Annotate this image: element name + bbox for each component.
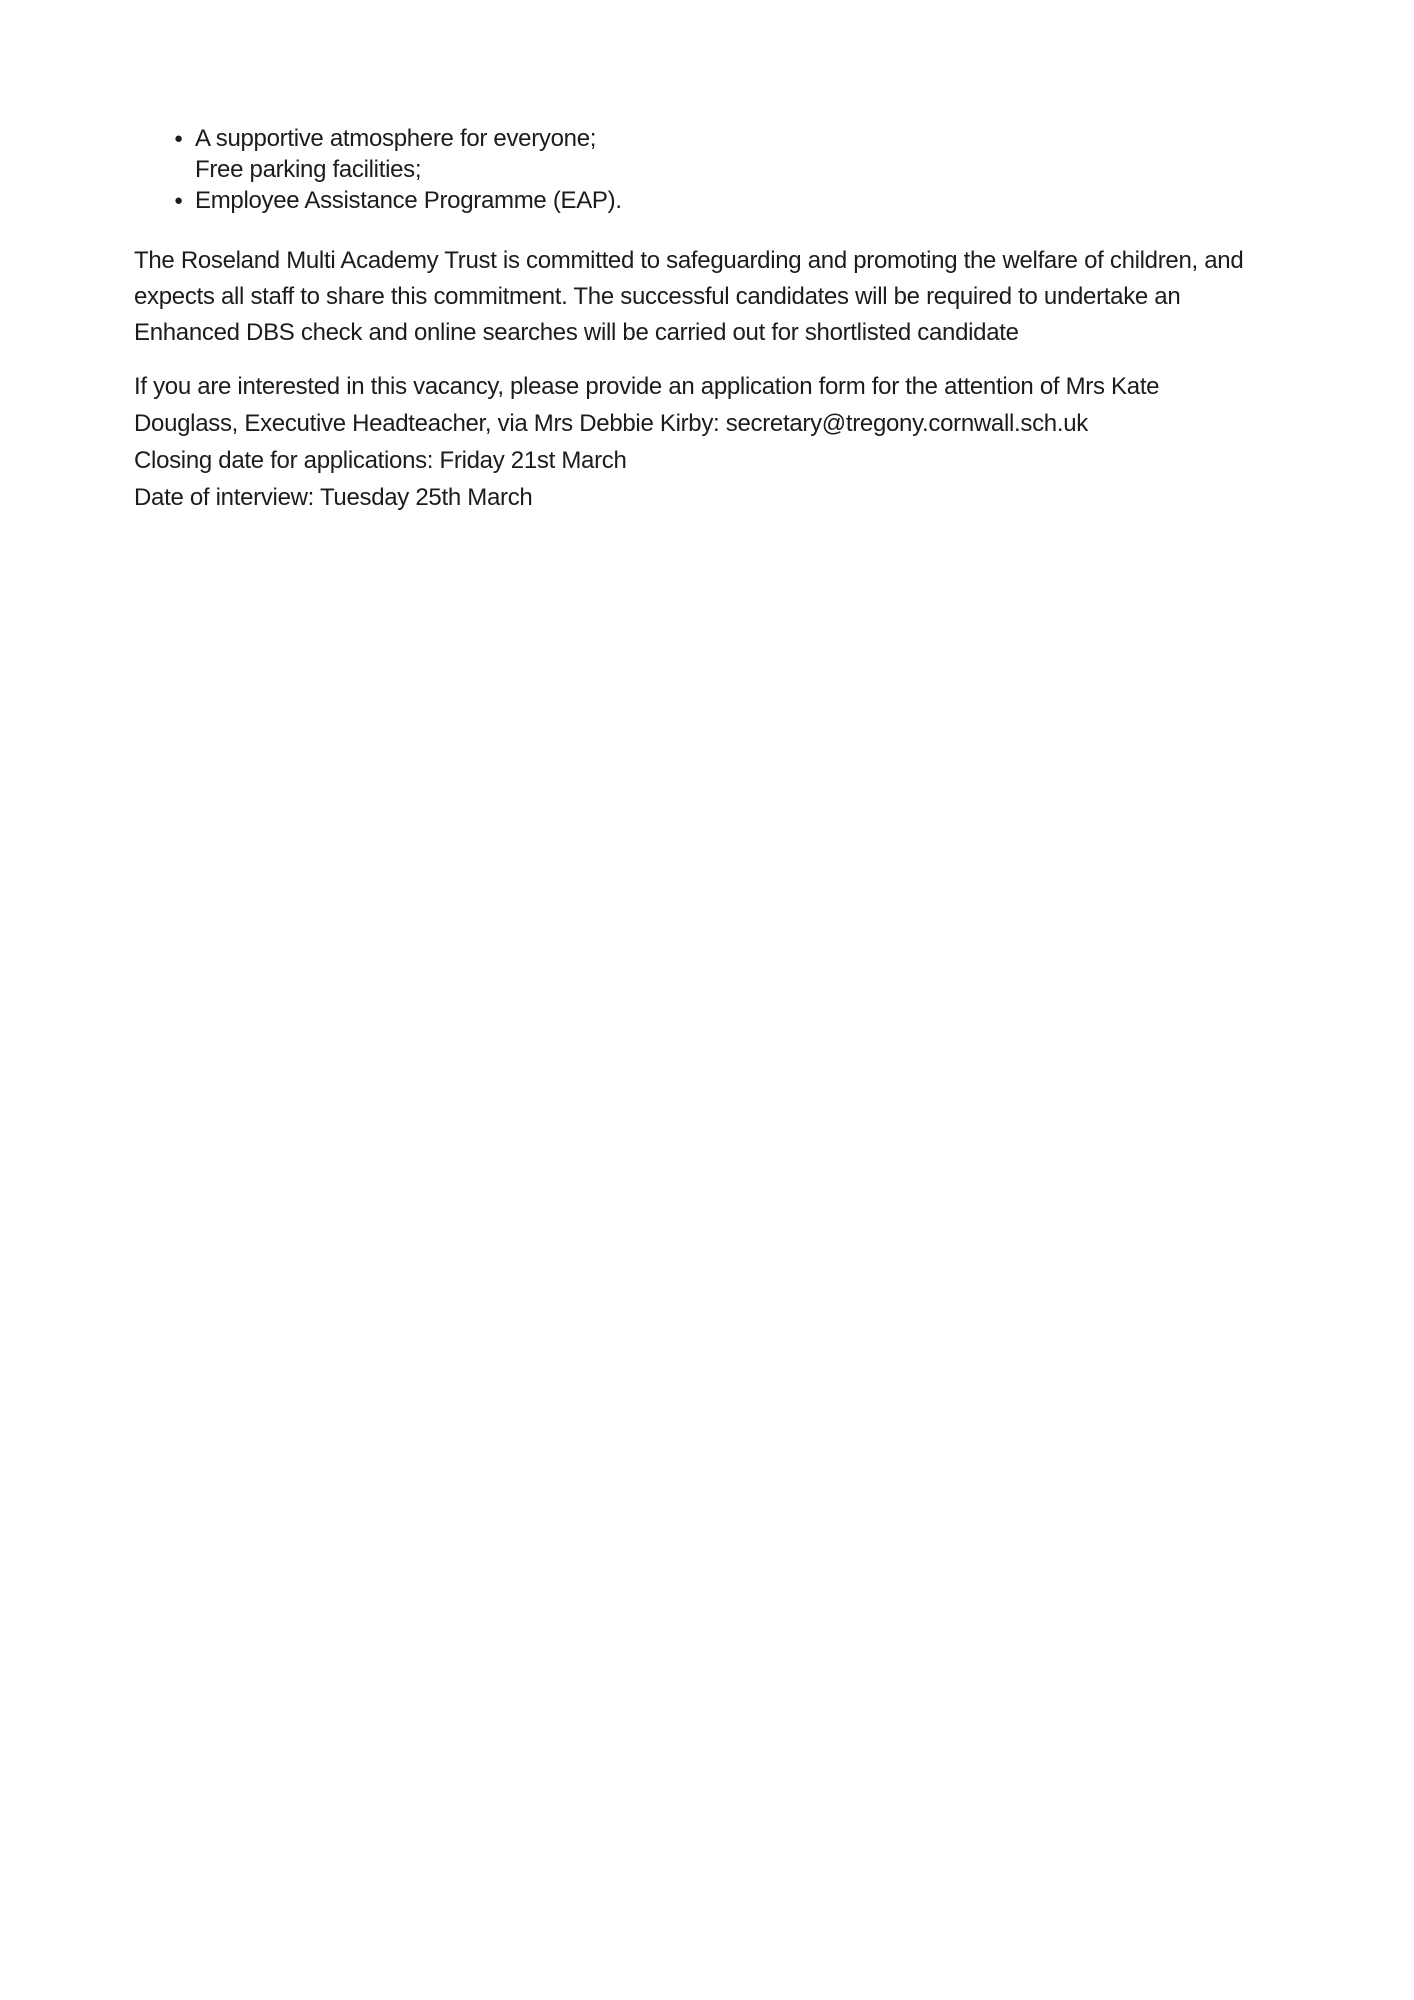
paragraph-line: The Roseland Multi Academy Trust is committed to safeguarding and promoting the welfare of children, and [134, 247, 1244, 274]
bullet-line-employee-assistance: Employee Assistance Programme (EAP). [195, 187, 622, 214]
list-item [174, 123, 622, 185]
interview-date-line: Date of interview: Tuesday 25th March [134, 484, 533, 511]
contact-line-prefix: Douglass, Executive Headteacher, via Mrs Debbie Kirby: [134, 410, 726, 437]
bullet-icon: ● [174, 130, 183, 147]
paragraph-line [134, 405, 1159, 442]
benefits-bullet-list [174, 123, 622, 216]
closing-date-line: Closing date for applications: Friday 21st March [134, 447, 627, 474]
paragraph-line: Enhanced DBS check and online searches will be carried out for shortlisted candidate [134, 319, 1019, 346]
bullet-line-free-parking: Free parking facilities; [195, 156, 422, 183]
paragraph-line: If you are interested in this vacancy, please provide an application form for the attention of Mrs Kate [134, 373, 1160, 400]
paragraph-line: expects all staff to share this commitment. The successful candidates will be required to undertake an [134, 283, 1181, 310]
bullet-item-text [195, 123, 596, 185]
application-paragraph [134, 368, 1159, 516]
bullet-icon: ● [174, 192, 183, 209]
bullet-line-supportive-atmosphere: A supportive atmosphere for everyone; [195, 125, 597, 152]
email-address: secretary@tregony.cornwall.sch.uk [725, 410, 1088, 437]
safeguarding-paragraph [134, 243, 1243, 351]
bullet-item-text [195, 185, 622, 216]
list-item [174, 185, 622, 216]
